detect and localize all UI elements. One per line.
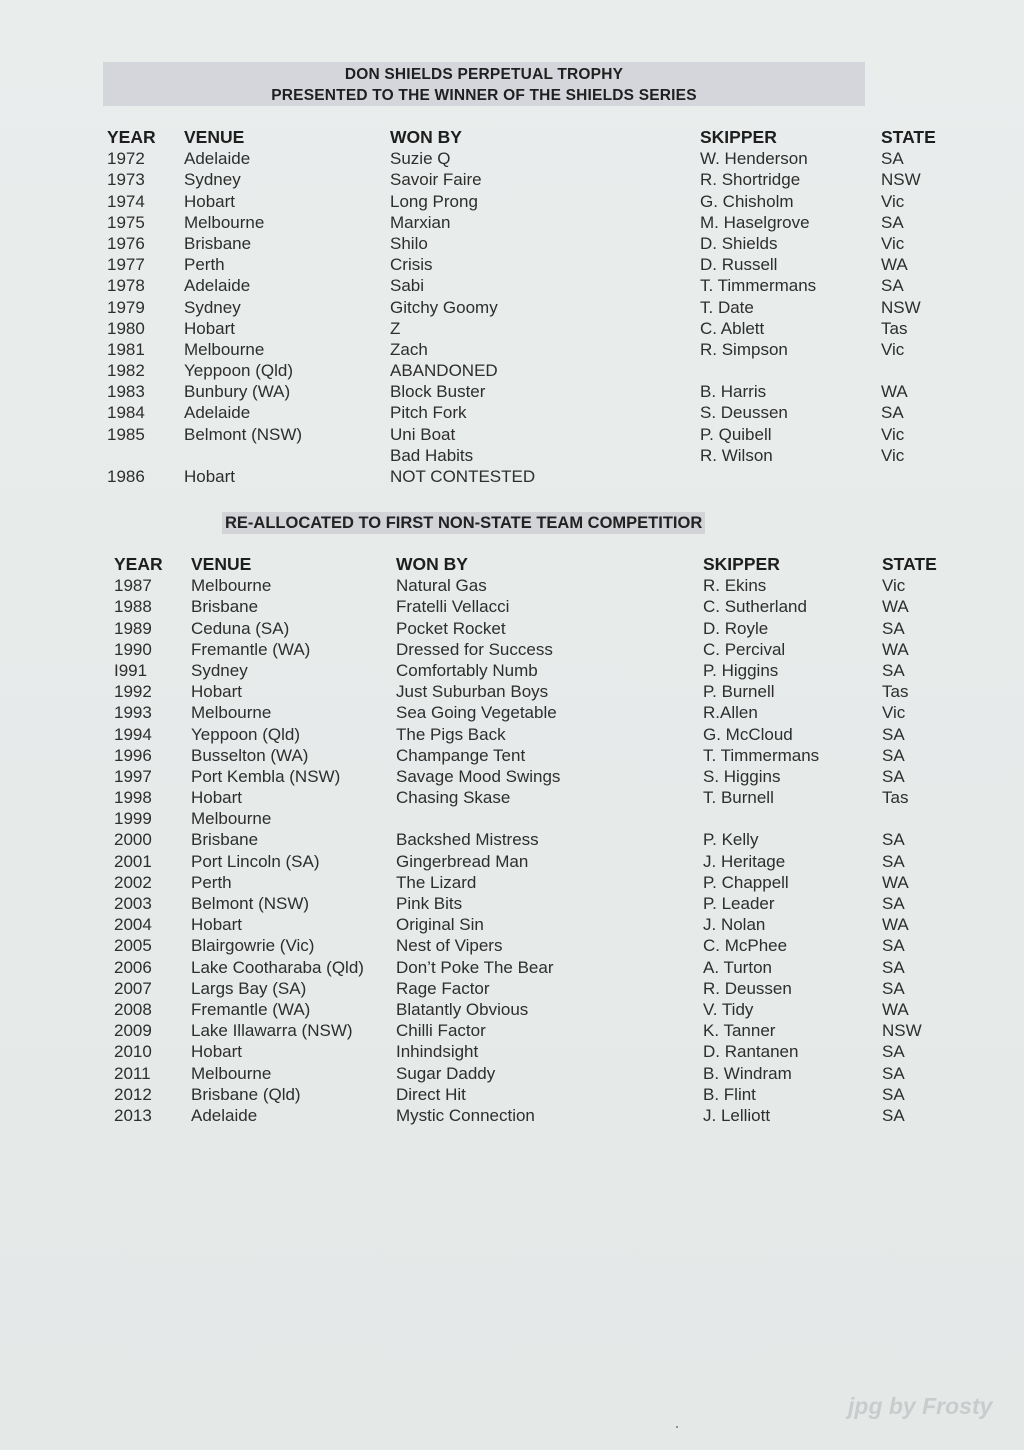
year-cell: 1996 <box>114 745 152 765</box>
skipper-cell: P. Chappell <box>703 872 789 892</box>
won-by-cell: Rage Factor <box>396 978 490 998</box>
table-header <box>107 127 967 148</box>
venue-cell: Hobart <box>191 682 243 702</box>
skipper-cell: J. Heritage <box>703 851 786 871</box>
won-by-cell: Z <box>390 318 401 338</box>
venue-cell: Melbourne <box>191 576 272 596</box>
state-cell: Vic <box>881 233 905 253</box>
won-by-cell: The Lizard <box>396 872 477 892</box>
table-row <box>107 191 967 212</box>
skipper-cell: C. McPhee <box>703 936 788 956</box>
state-cell: SA <box>882 830 905 850</box>
venue-cell: Melbourne <box>184 339 265 359</box>
won-by-cell: Savage Mood Swings <box>396 766 561 786</box>
skipper-cell: T. Timmermans <box>703 745 820 765</box>
won-by-cell: ABANDONED <box>390 361 498 381</box>
table-row <box>107 360 967 381</box>
skipper-cell: P. Burnell <box>703 682 775 702</box>
skipper-cell: J. Nolan <box>703 915 766 935</box>
header-year: YEAR <box>114 554 163 574</box>
table-row <box>107 254 967 275</box>
skipper-cell: D. Rantanen <box>703 1042 799 1062</box>
won-by-cell: Champange Tent <box>396 745 526 765</box>
won-by-cell: Savoir Faire <box>390 170 482 190</box>
venue-cell: Hobart <box>184 318 236 338</box>
year-cell: 1990 <box>114 639 152 659</box>
state-cell: SA <box>882 936 905 956</box>
skipper-cell: G. McCloud <box>703 724 793 744</box>
skipper-cell: D. Shields <box>700 233 778 253</box>
watermark: jpg by Frosty <box>848 1393 993 1419</box>
year-cell: 2011 <box>114 1063 151 1083</box>
skipper-cell: V. Tidy <box>703 999 754 1019</box>
table-row <box>114 999 964 1020</box>
year-cell: 2007 <box>114 978 152 998</box>
year-cell: 2006 <box>114 957 152 977</box>
skipper-cell: B. Windram <box>703 1063 792 1083</box>
year-cell: 1982 <box>107 361 145 381</box>
header-won-by: WON BY <box>390 127 462 147</box>
year-cell: 1989 <box>114 618 152 638</box>
table-row <box>107 297 967 318</box>
state-cell: NSW <box>882 1021 922 1041</box>
table-row <box>107 318 967 339</box>
year-cell: 2010 <box>114 1042 152 1062</box>
skipper-cell: C. Sutherland <box>703 597 807 617</box>
state-cell: WA <box>882 597 909 617</box>
skipper-cell: T. Burnell <box>703 788 774 808</box>
venue-cell: Brisbane <box>191 597 259 617</box>
skipper-cell: P. Leader <box>703 894 775 913</box>
year-cell: 1981 <box>107 339 145 359</box>
won-by-cell: Comfortably Numb <box>396 660 538 680</box>
section-subheading: RE-ALLOCATED TO FIRST NON-STATE TEAM COMPETITIOR <box>222 512 705 534</box>
venue-cell: Adelaide <box>184 149 251 169</box>
year-cell: 1974 <box>107 191 145 211</box>
won-by-cell: Direct Hit <box>396 1084 466 1104</box>
won-by-cell: Gingerbread Man <box>396 851 529 871</box>
won-by-cell: Pocket Rocket <box>396 618 506 638</box>
state-cell: SA <box>881 149 904 169</box>
table-row <box>114 745 964 766</box>
state-cell: WA <box>882 999 909 1019</box>
state-cell: Vic <box>882 576 906 596</box>
table-row <box>114 829 964 850</box>
table-row <box>114 596 964 617</box>
won-by-cell: Chilli Factor <box>396 1021 486 1041</box>
skipper-cell: R. Wilson <box>700 445 773 465</box>
table-row <box>114 914 964 935</box>
won-by-cell: Don’t Poke The Bear <box>396 957 554 977</box>
won-by-cell: The Pigs Back <box>396 724 506 744</box>
venue-cell: Yeppoon (Qld) <box>184 361 294 381</box>
state-cell: Tas <box>882 788 909 808</box>
table-row <box>107 445 967 466</box>
dust-speck <box>676 1426 678 1428</box>
skipper-cell: S. Deussen <box>700 403 788 423</box>
state-cell: SA <box>881 403 904 423</box>
year-cell: 1986 <box>107 467 145 486</box>
venue-cell: Brisbane (Qld) <box>191 1084 301 1104</box>
won-by-cell: Uni Boat <box>390 424 456 444</box>
table-row <box>107 212 967 233</box>
skipper-cell: B. Harris <box>700 382 767 402</box>
header-venue: VENUE <box>191 554 252 574</box>
state-cell: WA <box>882 915 909 935</box>
year-cell: 1977 <box>107 255 145 275</box>
won-by-cell: Pink Bits <box>396 894 463 913</box>
table-row <box>114 724 964 745</box>
year-cell: 1994 <box>114 724 152 744</box>
skipper-cell: M. Haselgrove <box>700 212 810 232</box>
header-won-by: WON BY <box>396 554 468 574</box>
state-cell: NSW <box>881 297 921 317</box>
header-skipper: SKIPPER <box>703 554 780 574</box>
state-cell: SA <box>882 766 905 786</box>
year-cell: 2001 <box>114 851 152 871</box>
state-cell: SA <box>882 1084 905 1104</box>
won-by-cell: Dressed for Success <box>396 639 553 659</box>
venue-cell: Perth <box>191 872 232 892</box>
won-by-cell: Chasing Skase <box>396 788 511 808</box>
won-by-cell: Crisis <box>390 255 433 275</box>
table-row <box>107 275 967 296</box>
venue-cell: Sydney <box>184 297 241 317</box>
table-row <box>114 872 964 893</box>
venue-cell: Ceduna (SA) <box>191 618 290 638</box>
year-cell: 2005 <box>114 936 152 956</box>
year-cell: 1979 <box>107 297 145 317</box>
table-row <box>114 1041 964 1062</box>
year-cell: 1988 <box>114 597 152 617</box>
won-by-cell: Nest of Vipers <box>396 936 503 956</box>
table-row <box>107 148 967 169</box>
state-cell: Vic <box>881 445 905 465</box>
won-by-cell: Block Buster <box>390 382 486 402</box>
year-cell: 1984 <box>107 403 145 423</box>
year-cell: 2002 <box>114 872 152 892</box>
skipper-cell: C. Ablett <box>700 318 765 338</box>
state-cell: Vic <box>882 703 906 723</box>
table-row <box>114 1063 964 1084</box>
venue-cell: Hobart <box>191 915 243 935</box>
venue-cell: Hobart <box>184 467 236 486</box>
table-row <box>114 575 964 596</box>
skipper-cell: B. Flint <box>703 1084 756 1104</box>
skipper-cell: S. Higgins <box>703 766 781 786</box>
state-cell: Tas <box>881 318 908 338</box>
skipper-cell: P. Higgins <box>703 660 779 680</box>
table-row <box>107 339 967 360</box>
table-row <box>114 660 964 681</box>
won-by-cell: Pitch Fork <box>390 403 467 423</box>
state-cell: WA <box>882 639 909 659</box>
state-cell: WA <box>882 872 909 892</box>
state-cell: SA <box>882 745 905 765</box>
won-by-cell: Sugar Daddy <box>396 1063 496 1083</box>
table-row <box>114 766 964 787</box>
table-row <box>107 381 967 402</box>
year-cell: I991 <box>114 660 148 680</box>
skipper-cell: W. Henderson <box>700 149 808 169</box>
winners-table-1972-1986 <box>107 127 967 487</box>
won-by-cell: Suzie Q <box>390 149 451 169</box>
venue-cell: Largs Bay (SA) <box>191 978 307 998</box>
state-cell: SA <box>882 1105 905 1125</box>
table-row <box>107 466 967 487</box>
state-cell: Vic <box>881 424 905 444</box>
header-state: STATE <box>882 554 937 574</box>
venue-cell: Lake Illawarra (NSW) <box>191 1021 353 1041</box>
skipper-cell: R. Deussen <box>703 978 792 998</box>
state-cell: SA <box>881 276 904 296</box>
year-cell: 1973 <box>107 170 145 190</box>
table-row <box>114 893 964 914</box>
state-cell: Vic <box>881 191 905 211</box>
state-cell: WA <box>881 382 908 402</box>
header-venue: VENUE <box>184 127 245 147</box>
year-cell: 1992 <box>114 682 152 702</box>
skipper-cell: R.Allen <box>703 703 758 723</box>
year-cell: 1978 <box>107 276 145 296</box>
venue-cell: Sydney <box>191 660 248 680</box>
year-cell: 1985 <box>107 424 145 444</box>
state-cell: SA <box>882 1063 905 1083</box>
trophy-subtitle: PRESENTED TO THE WINNER OF THE SHIELDS SERIES <box>271 87 697 104</box>
table-row <box>114 618 964 639</box>
year-cell: 1980 <box>107 318 145 338</box>
table-row <box>114 639 964 660</box>
won-by-cell: Mystic Connection <box>396 1105 535 1125</box>
venue-cell: Adelaide <box>191 1105 258 1125</box>
table-row <box>114 1084 964 1105</box>
venue-cell: Hobart <box>191 1042 243 1062</box>
skipper-cell: D. Royle <box>703 618 769 638</box>
won-by-cell: Blatantly Obvious <box>396 999 529 1019</box>
venue-cell: Melbourne <box>184 212 265 232</box>
state-cell: SA <box>882 851 905 871</box>
header-year: YEAR <box>107 127 156 147</box>
year-cell: 1993 <box>114 703 152 723</box>
year-cell: 1972 <box>107 149 145 169</box>
venue-cell: Melbourne <box>191 703 272 723</box>
table-row <box>114 787 964 808</box>
venue-cell: Melbourne <box>191 809 272 829</box>
venue-cell: Lake Cootharaba (Qld) <box>191 957 364 977</box>
state-cell: SA <box>881 212 904 232</box>
table-row <box>114 851 964 872</box>
skipper-cell: P. Kelly <box>703 830 759 850</box>
year-cell: 2008 <box>114 999 152 1019</box>
table-row <box>107 402 967 423</box>
table-row <box>114 1105 964 1126</box>
year-cell: 2012 <box>114 1084 152 1104</box>
venue-cell: Adelaide <box>184 403 251 423</box>
header-skipper: SKIPPER <box>700 127 777 147</box>
venue-cell: Fremantle (WA) <box>191 639 311 659</box>
skipper-cell: G. Chisholm <box>700 191 794 211</box>
won-by-cell: Just Suburban Boys <box>396 682 549 702</box>
won-by-cell: Gitchy Goomy <box>390 297 498 317</box>
won-by-cell: Inhindsight <box>396 1042 479 1062</box>
won-by-cell: Zach <box>390 339 428 359</box>
year-cell: 2004 <box>114 915 152 935</box>
table-row <box>107 169 967 190</box>
year-cell: 2013 <box>114 1105 152 1125</box>
skipper-cell: T. Timmermans <box>700 276 817 296</box>
year-cell: 2003 <box>114 894 152 913</box>
skipper-cell: K. Tanner <box>703 1021 776 1041</box>
skipper-cell: R. Simpson <box>700 339 788 359</box>
won-by-cell: Sabi <box>390 276 425 296</box>
venue-cell: Belmont (NSW) <box>184 424 303 444</box>
skipper-cell: J. Lelliott <box>703 1105 771 1125</box>
winners-table-1987-2013 <box>114 554 964 1126</box>
state-cell: SA <box>882 618 905 638</box>
table-row <box>114 702 964 723</box>
year-cell: 1987 <box>114 576 152 596</box>
state-cell: Vic <box>881 339 905 359</box>
year-cell: 1997 <box>114 766 152 786</box>
year-cell: 2009 <box>114 1021 152 1041</box>
table-row <box>114 935 964 956</box>
year-cell: 2000 <box>114 830 152 850</box>
venue-cell: Sydney <box>184 170 241 190</box>
skipper-cell: A. Turton <box>703 957 772 977</box>
won-by-cell: Fratelli Vellacci <box>396 597 510 617</box>
skipper-cell: C. Percival <box>703 639 786 659</box>
year-cell: 1999 <box>114 809 152 829</box>
venue-cell: Port Kembla (NSW) <box>191 766 341 786</box>
venue-cell: Brisbane <box>191 830 259 850</box>
won-by-cell: Shilo <box>390 233 428 253</box>
table-row <box>114 978 964 999</box>
table-row <box>114 1020 964 1041</box>
state-cell: WA <box>881 255 908 275</box>
skipper-cell: R. Shortridge <box>700 170 801 190</box>
venue-cell: Belmont (NSW) <box>191 894 310 913</box>
venue-cell: Adelaide <box>184 276 251 296</box>
won-by-cell: Long Prong <box>390 191 478 211</box>
venue-cell: Port Lincoln (SA) <box>191 851 320 871</box>
table-row <box>114 681 964 702</box>
table-row <box>114 957 964 978</box>
skipper-cell: R. Ekins <box>703 576 767 596</box>
won-by-cell: Sea Going Vegetable <box>396 703 557 723</box>
won-by-cell: Bad Habits <box>390 445 474 465</box>
venue-cell: Fremantle (WA) <box>191 999 311 1019</box>
state-cell: Tas <box>882 682 909 702</box>
won-by-cell: Natural Gas <box>396 576 487 596</box>
header-state: STATE <box>881 127 936 147</box>
won-by-cell: Backshed Mistress <box>396 830 539 850</box>
table-row <box>107 424 967 445</box>
state-cell: SA <box>882 894 905 913</box>
state-cell: SA <box>882 957 905 977</box>
trophy-title-banner <box>103 62 865 106</box>
table-header <box>114 554 964 575</box>
venue-cell: Perth <box>184 255 225 275</box>
state-cell: SA <box>882 660 905 680</box>
won-by-cell: Marxian <box>390 212 451 232</box>
state-cell: NSW <box>881 170 921 190</box>
venue-cell: Busselton (WA) <box>191 745 309 765</box>
venue-cell: Blairgowrie (Vic) <box>191 936 315 956</box>
venue-cell: Bunbury (WA) <box>184 382 291 402</box>
table-row <box>107 233 967 254</box>
skipper-cell: T. Date <box>700 297 754 317</box>
venue-cell: Yeppoon (Qld) <box>191 724 301 744</box>
skipper-cell: P. Quibell <box>700 424 772 444</box>
year-cell: 1976 <box>107 233 145 253</box>
venue-cell: Brisbane <box>184 233 252 253</box>
venue-cell: Hobart <box>184 191 236 211</box>
trophy-title: DON SHIELDS PERPETUAL TROPHY <box>344 66 624 83</box>
state-cell: SA <box>882 724 905 744</box>
skipper-cell: D. Russell <box>700 255 778 275</box>
year-cell: 1975 <box>107 212 145 232</box>
venue-cell: Melbourne <box>191 1063 272 1083</box>
won-by-cell: Original Sin <box>396 915 484 935</box>
won-by-cell: NOT CONTESTED <box>390 467 536 486</box>
year-cell: 1998 <box>114 788 152 808</box>
year-cell: 1983 <box>107 382 145 402</box>
venue-cell: Hobart <box>191 788 243 808</box>
state-cell: SA <box>882 1042 905 1062</box>
table-row <box>114 808 964 829</box>
state-cell: SA <box>882 978 905 998</box>
